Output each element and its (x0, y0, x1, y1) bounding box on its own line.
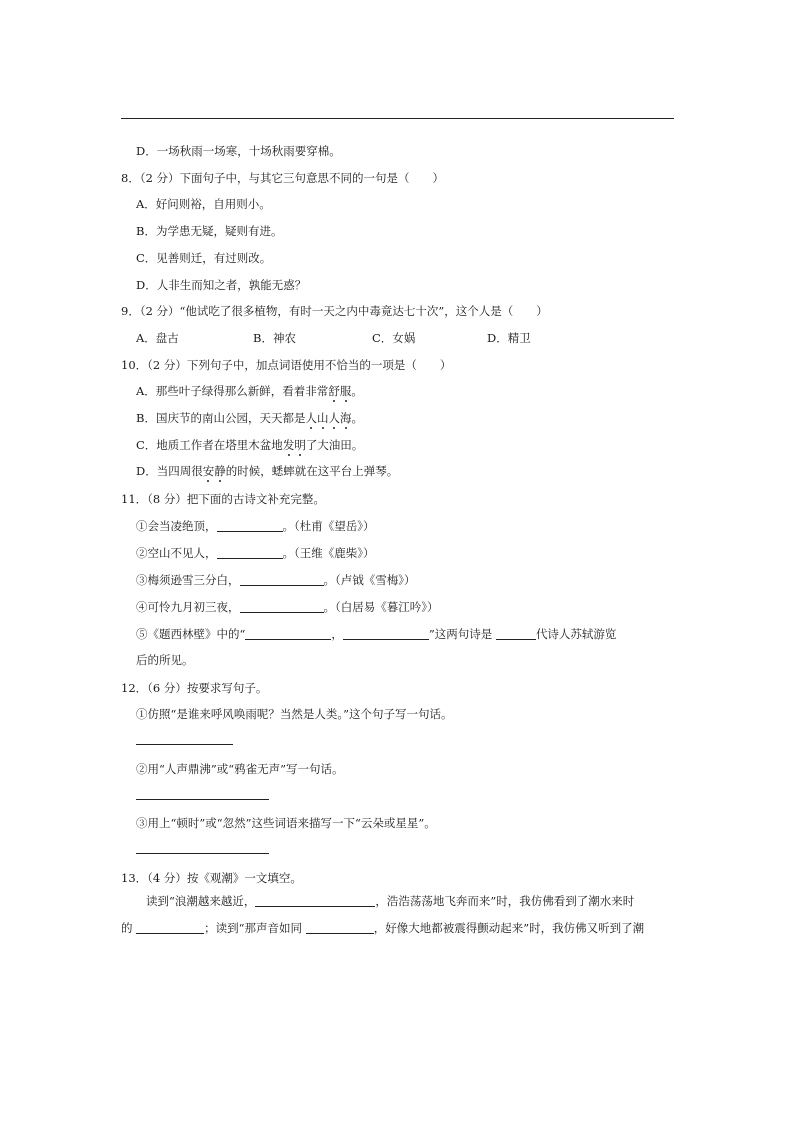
q10-c-text: C．地质工作者在塔里木盆地 (136, 438, 283, 452)
q11-2-blank[interactable] (217, 546, 283, 559)
q12-item-2: ②用“人声鼎沸”或“鸦雀无声”写一句话。 (136, 762, 344, 776)
q7-option-d: D．一场秋雨一场寒，十场秋雨要穿棉。 (136, 144, 341, 158)
q11-5-text-c: ”这两句诗是 (428, 627, 496, 641)
q10-d-dotted-word (203, 464, 226, 478)
q9-option-b: B．神农 (253, 331, 296, 345)
q11-5-blank-1[interactable] (245, 627, 331, 640)
q13-p2-text-c: ，好像大地都被震得颤动起来”时，我仿佛又听到了潮 (373, 921, 645, 935)
emphasis-dot-char: 明 (294, 438, 306, 452)
q11-4-blank[interactable] (240, 600, 324, 613)
q10-a-tail: 。 (351, 384, 363, 398)
q12-2-answer-line[interactable] (136, 799, 269, 800)
q11-5-blank-3[interactable] (496, 627, 536, 640)
q13-p2-text-a: 的 (121, 921, 137, 935)
q8-option-b: B．为学患无疑，疑则有进。 (136, 224, 283, 238)
q10-c-dotted-word (283, 438, 306, 452)
q11-3-text: ③梅须逊雪三分白， (136, 573, 240, 587)
q8-option-a: A．好问则裕，自用则小。 (136, 197, 271, 211)
q10-option-b (136, 410, 363, 426)
emphasis-dot-char: 静 (214, 464, 226, 478)
q11-3-blank[interactable] (240, 573, 324, 586)
q11-4-source: 。（白居易《暮江吟》） (323, 600, 439, 614)
q11-item-4 (136, 599, 439, 615)
emphasis-dot-char: 舒 (328, 384, 340, 398)
q13-para-line-2 (121, 920, 644, 936)
q12-stem: 12．（6 分）按要求写句子。 (121, 681, 268, 695)
q12-3-answer-line[interactable] (136, 853, 269, 854)
q10-option-c (136, 437, 363, 453)
q11-5-comma: ， (331, 627, 343, 641)
q10-a-text: A．那些叶子绿得那么新鲜，看着非常 (136, 384, 329, 398)
q10-b-tail: 。 (351, 411, 363, 425)
emphasis-dot-char: 发 (282, 438, 295, 452)
q11-1-text: ①会当凌绝顶， (136, 519, 217, 533)
q13-blank-2[interactable] (136, 921, 204, 934)
q13-stem: 13．（4 分）按《观潮》一文填空。 (121, 871, 302, 885)
q13-p1-text-b: ，浩浩荡荡地飞奔而来”时，我仿佛看到了潮水来时 (375, 894, 635, 908)
q13-para-line-1 (146, 893, 634, 909)
q12-item-3: ③用上“顿时”或“忽然”这些词语来描写一下“云朵或星星”。 (136, 816, 436, 830)
q10-d-text: D．当四周很 (136, 464, 203, 478)
q9-stem: 9．（2 分）“他试吃了很多植物，有时一天之内中毒竟达七十次”，这个人是（ ） (121, 304, 548, 318)
header-rule (121, 118, 674, 119)
q10-option-a (136, 383, 363, 399)
q9-option-c: C．女娲 (372, 331, 416, 345)
emphasis-dot-char: 人 (328, 411, 340, 425)
q11-item-3 (136, 572, 416, 588)
emphasis-dot-char: 山 (316, 411, 329, 425)
q11-item-5-cont: 后的所见。 (136, 653, 194, 667)
q11-3-source: 。（卢钺《雪梅》） (323, 573, 416, 587)
q10-b-text: B．国庆节的南山公园，天天都是 (136, 411, 306, 425)
q11-stem: 11．（8 分）把下面的古诗文补充完整。 (121, 492, 325, 506)
q11-item-1 (136, 518, 375, 534)
q11-item-2 (136, 545, 375, 561)
q9-option-a: A．盘古 (136, 331, 179, 345)
q11-2-source: 。（王维《鹿柴》） (282, 546, 375, 560)
q12-item-1: ①仿照“是谁来呼风唤雨呢？当然是人类。”这个句子写一句话。 (136, 707, 453, 721)
q8-option-d: D．人非生而知之者，孰能无惑？ (136, 278, 307, 292)
q11-5-blank-2[interactable] (343, 627, 429, 640)
q8-option-c: C．见善则迁，有过则改。 (136, 251, 272, 265)
q9-option-d: D．精卫 (487, 331, 531, 345)
q10-b-dotted-word (305, 411, 351, 425)
q9-options (136, 330, 676, 346)
q11-5-text-d: 代诗人苏轼游览 (535, 627, 617, 641)
emphasis-dot-char: 安 (202, 464, 215, 478)
q13-p1-text-a: 读到“浪潮越来越近， (146, 894, 256, 908)
q10-c-tail: 了大油田。 (305, 438, 364, 452)
q10-stem: 10．（2 分）下列句子中，加点词语使用不恰当的一项是（ ） (121, 358, 452, 372)
q10-a-dotted-word (328, 384, 351, 398)
q8-stem: 8．（2 分）下面句子中，与其它三句意思不同的一句是（ ） (121, 171, 445, 185)
q11-item-5 (136, 626, 616, 642)
q10-option-d (136, 463, 398, 479)
q10-d-tail: 的时候，蟋蟀就在这平台上弹琴。 (225, 464, 399, 478)
q11-1-blank[interactable] (217, 519, 283, 532)
emphasis-dot-char: 人 (305, 411, 317, 425)
q13-blank-1[interactable] (255, 894, 375, 907)
q13-p2-text-b: ；读到“那声音如同 (204, 921, 306, 935)
q11-4-text: ④可怜九月初三夜， (136, 600, 240, 614)
q11-5-text-a: ⑤《题西林壁》中的“ (136, 627, 246, 641)
q11-2-text: ②空山不见人， (136, 546, 217, 560)
q11-1-source: 。（杜甫《望岳》） (282, 519, 375, 533)
emphasis-dot-char: 海 (339, 411, 352, 425)
q13-blank-3[interactable] (306, 921, 374, 934)
q12-1-answer-line[interactable] (136, 744, 233, 745)
emphasis-dot-char: 服 (339, 384, 352, 398)
